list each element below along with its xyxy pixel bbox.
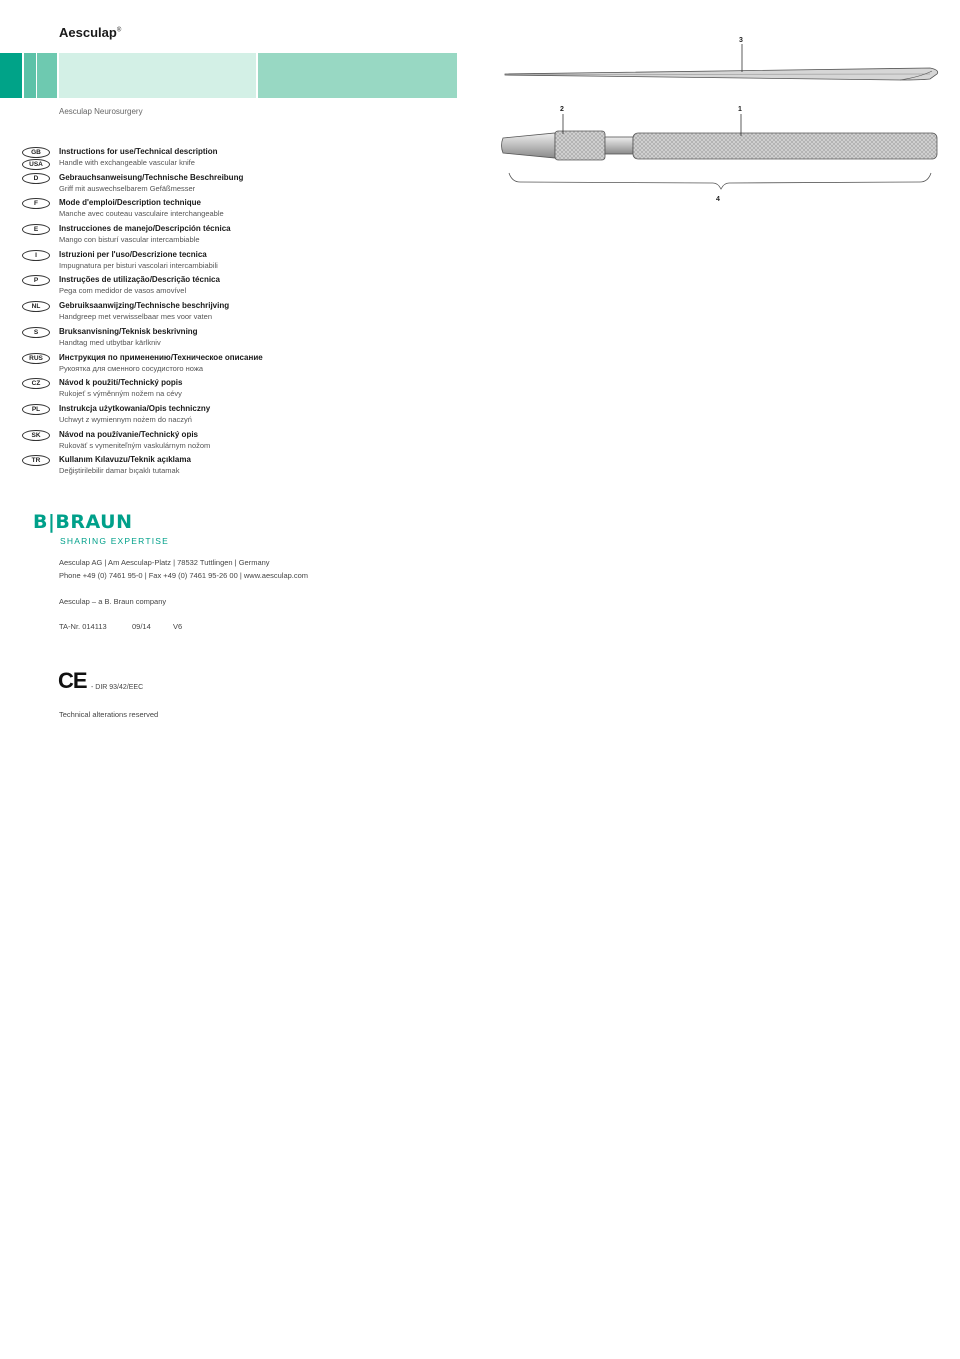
language-title: Návod k použití/Technický popis xyxy=(59,378,183,388)
language-code-badge: D xyxy=(22,173,50,184)
language-entry xyxy=(22,249,442,275)
logo-tagline: SHARING EXPERTISE xyxy=(60,536,170,546)
ce-directive: - DIR 93/42/EEC xyxy=(91,684,144,691)
language-entry xyxy=(22,146,442,172)
language-badges xyxy=(22,430,52,442)
language-entry xyxy=(22,172,442,198)
doc-number: TA-Nr. 014113 xyxy=(59,622,107,631)
color-band-2 xyxy=(24,53,36,98)
color-band-3 xyxy=(37,53,57,98)
language-entry xyxy=(22,429,442,455)
language-badges xyxy=(22,455,52,467)
color-band-5 xyxy=(258,53,457,98)
language-title: Instructions for use/Technical description xyxy=(59,147,218,156)
language-badges xyxy=(22,198,52,210)
language-code-badge: NL xyxy=(22,301,50,312)
language-title: Návod na používanie/Technický opis xyxy=(59,429,198,439)
language-code-badge: E xyxy=(22,224,50,235)
callout-3: 3 xyxy=(739,37,743,44)
language-badges xyxy=(22,224,52,236)
language-code-badge: USA xyxy=(22,159,50,170)
language-entry xyxy=(22,352,442,378)
language-list xyxy=(22,146,442,480)
language-title: Mode d'emploi/Description technique xyxy=(59,198,201,208)
callout-2: 2 xyxy=(560,106,564,113)
language-badges xyxy=(22,327,52,339)
language-entry xyxy=(22,377,442,403)
language-code-badge: PL xyxy=(22,404,50,415)
language-badges xyxy=(22,173,52,185)
doc-date: 09/14 xyxy=(132,622,151,631)
language-subtitle: Handle with exchangeable vascular knife xyxy=(59,158,195,167)
language-badges xyxy=(22,378,52,390)
language-subtitle: Uchwyt z wymiennym nożem do naczyń xyxy=(59,414,192,424)
language-code-badge: GB xyxy=(22,147,50,158)
language-subtitle: Рукоятка для сменного сосудистого ножа xyxy=(59,363,204,373)
language-badges xyxy=(22,147,52,171)
language-code-badge: RUS xyxy=(22,353,50,364)
language-title: Bruksanvisning/Teknisk beskrivning xyxy=(59,326,198,336)
color-band-1 xyxy=(0,53,22,98)
language-subtitle: Pega com medidor de vasos amovível xyxy=(59,286,187,296)
language-title: Instruções de utilização/Descrição técnica xyxy=(59,275,220,285)
language-subtitle: Mango con bisturí vascular intercambiable xyxy=(59,235,200,245)
company-parent: Aesculap – a B. Braun company xyxy=(59,597,167,606)
language-subtitle: Değiştirilebilir damar bıçaklı tutamak xyxy=(59,466,180,476)
language-subtitle: Manche avec couteau vasculaire interchangeable xyxy=(59,209,224,219)
brand-name: Aesculap xyxy=(59,25,117,40)
language-code-badge: I xyxy=(22,250,50,261)
footer-note: Technical alterations reserved xyxy=(59,710,159,719)
language-entry xyxy=(22,454,442,480)
handle-illustration xyxy=(502,131,938,160)
language-code-badge: SK xyxy=(22,430,50,441)
language-entry xyxy=(22,197,442,223)
logo-wordmark: B|BRAUN xyxy=(33,511,133,533)
ce-mark: CE xyxy=(58,668,87,693)
doc-version: V6 xyxy=(173,622,183,631)
language-subtitle: Impugnatura per bisturi vascolari intercambiabili xyxy=(59,260,218,270)
language-subtitle: Rukoväť s vymeniteľným vaskulárnym nožom xyxy=(59,440,211,450)
language-entry xyxy=(22,326,442,352)
language-code-badge: CZ xyxy=(22,378,50,389)
language-code-badge: TR xyxy=(22,455,50,466)
language-title: Instrucciones de manejo/Descripción técnica xyxy=(59,224,231,234)
instrument-figure xyxy=(500,30,945,210)
language-entry xyxy=(22,403,442,429)
language-badges xyxy=(22,301,52,313)
language-title: Gebrauchsanweisung/Technische Beschreibung xyxy=(59,172,244,182)
language-code-badge: S xyxy=(22,327,50,338)
language-title: Инструкция по применению/Техническое описание xyxy=(59,352,263,362)
language-badges xyxy=(22,353,52,365)
language-badges xyxy=(22,250,52,262)
language-subtitle: Handgreep met verwisselbaar mes voor vaten xyxy=(59,312,212,322)
division-label: Aesculap Neurosurgery xyxy=(59,107,143,116)
callout-1: 1 xyxy=(738,106,742,113)
language-title: Instrukcja użytkowania/Opis techniczny xyxy=(59,403,211,413)
brand-title xyxy=(59,25,121,40)
registered-mark: ® xyxy=(116,27,122,34)
company-address: Aesculap AG | Am Aesculap-Platz | 78532 Tuttlingen | Germany xyxy=(59,558,270,567)
company-contact: Phone +49 (0) 7461 95-0 | Fax +49 (0) 7461 95-26 00 | www.aesculap.com xyxy=(59,571,309,580)
language-title: Gebruiksaanwijzing/Technische beschrijving xyxy=(59,301,230,311)
language-badges xyxy=(22,275,52,287)
language-badges xyxy=(22,404,52,416)
language-title: Istruzioni per l'uso/Descrizione tecnica xyxy=(59,249,207,259)
language-entry xyxy=(22,274,442,300)
language-subtitle: Rukojeť s výměnným nožem na cévy xyxy=(59,389,182,399)
vascular-knife-illustration xyxy=(505,68,938,80)
language-entry xyxy=(22,300,442,326)
language-subtitle: Griff mit auswechselbarem Gefäßmesser xyxy=(59,183,196,193)
bbraun-logo xyxy=(33,511,170,546)
callout-4: 4 xyxy=(716,196,720,203)
language-title: Kullanım Kılavuzu/Teknik açıklama xyxy=(59,455,191,465)
language-subtitle: Handtag med utbytbar kärlkniv xyxy=(59,337,161,347)
language-code-badge: F xyxy=(22,198,50,209)
language-code-badge: P xyxy=(22,275,50,286)
color-band-4 xyxy=(59,53,256,98)
language-entry xyxy=(22,223,442,249)
